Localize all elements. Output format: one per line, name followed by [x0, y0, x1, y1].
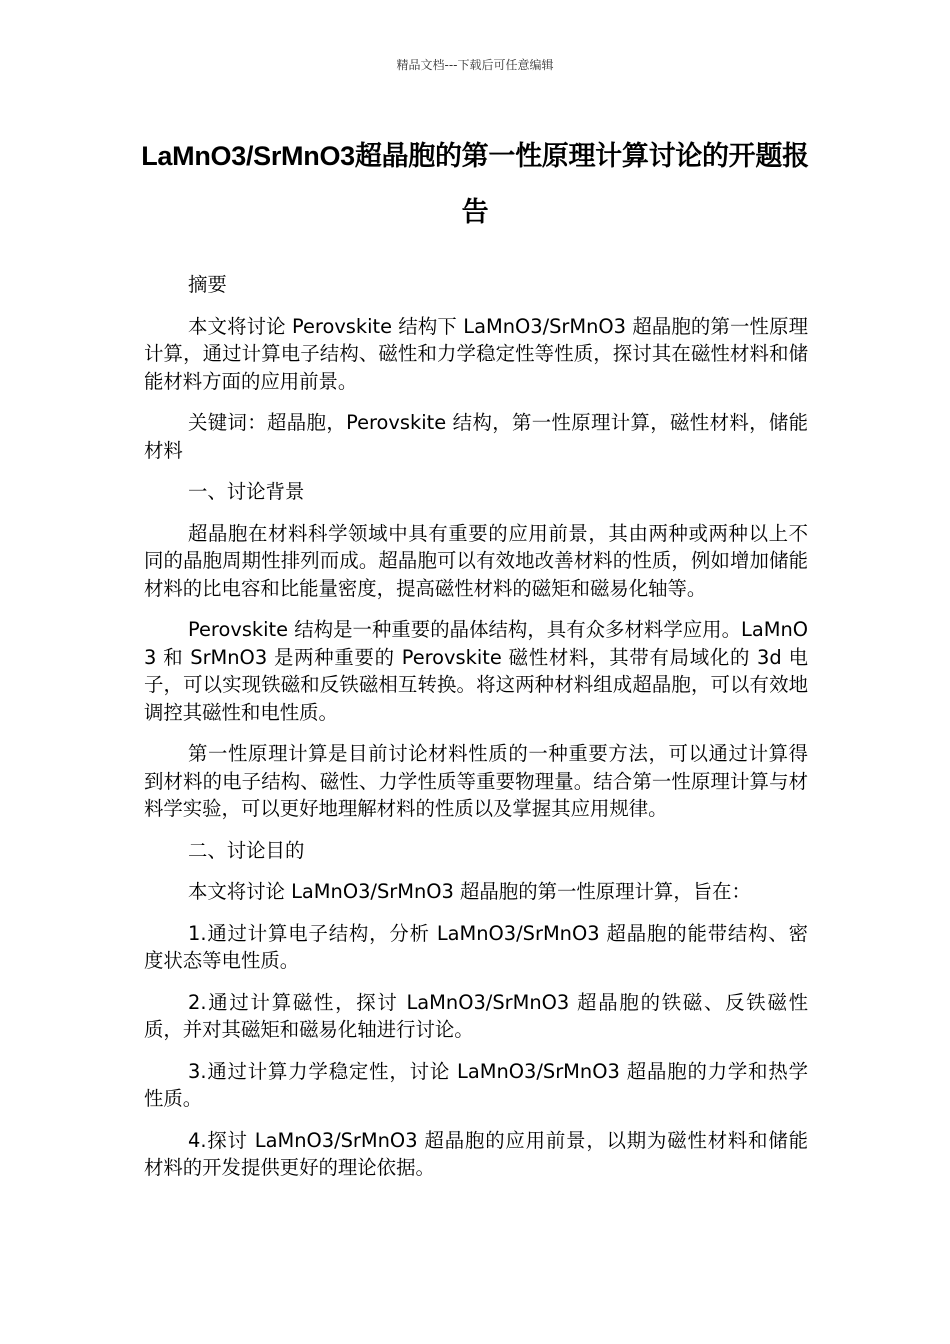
purpose-list-item: 2.通过计算磁性，探讨 LaMnO3/SrMnO3 超晶胞的铁磁、反铁磁性质，并对其磁矩和磁易化轴进行讨论。: [144, 990, 808, 1041]
background-paragraph: Perovskite 结构是一种重要的晶体结构，具有众多材料学应用。LaMnO3 和 SrMnO3 是两种重要的 Perovskite 磁性材料，其带有局域化的 3d 电子，可以实现铁磁和反铁磁相互转换。将这两种材料组成超晶胞，可以有效地调控其磁性和电性质。: [144, 618, 808, 724]
purpose-list-item: 1.通过计算电子结构，分析 LaMnO3/SrMnO3 超晶胞的能带结构、密度状态等电性质。: [144, 921, 808, 972]
background-paragraph: 第一性原理计算是目前讨论材料性质的一种重要方法，可以通过计算得到材料的电子结构、磁性、力学性质等重要物理量。结合第一性原理计算与材料学实验，可以更好地理解材料的性质以及掌握其应用规律。: [144, 742, 808, 820]
purpose-list-item: 3.通过计算力学稳定性，讨论 LaMnO3/SrMnO3 超晶胞的力学和热学性质。: [144, 1059, 808, 1110]
keywords-paragraph: 关键词：超晶胞，Perovskite 结构，第一性原理计算，磁性材料，储能材料: [144, 411, 808, 462]
purpose-intro-paragraph: 本文将讨论 LaMnO3/SrMnO3 超晶胞的第一性原理计算，旨在：: [188, 880, 751, 903]
document-title: LaMnO3/SrMnO3超晶胞的第一性原理计算讨论的开题报告: [141, 141, 809, 227]
document-body: [144, 271, 808, 1196]
purpose-list-item: 4.探讨 LaMnO3/SrMnO3 超晶胞的应用前景，以期为磁性材料和储能材料的开发提供更好的理论依据。: [144, 1128, 808, 1179]
header-note: 精品文档---下载后可任意编辑: [396, 58, 554, 72]
abstract-paragraph: 本文将讨论 Perovskite 结构下 LaMnO3/SrMnO3 超晶胞的第一性原理计算，通过计算电子结构、磁性和力学稳定性等性质，探讨其在磁性材料和储能材料方面的应用前景。: [144, 314, 808, 393]
section-heading-background: 一、讨论背景: [188, 480, 305, 503]
background-paragraph: 超晶胞在材料科学领域中具有重要的应用前景，其由两种或两种以上不同的晶胞周期性排列而成。超晶胞可以有效地改善材料的性质，例如增加储能材料的比电容和比能量密度，提高磁性材料的磁矩和磁易化轴等。: [144, 521, 808, 600]
abstract-heading: 摘要: [188, 273, 227, 296]
section-heading-purpose: 二、讨论目的: [188, 838, 305, 862]
